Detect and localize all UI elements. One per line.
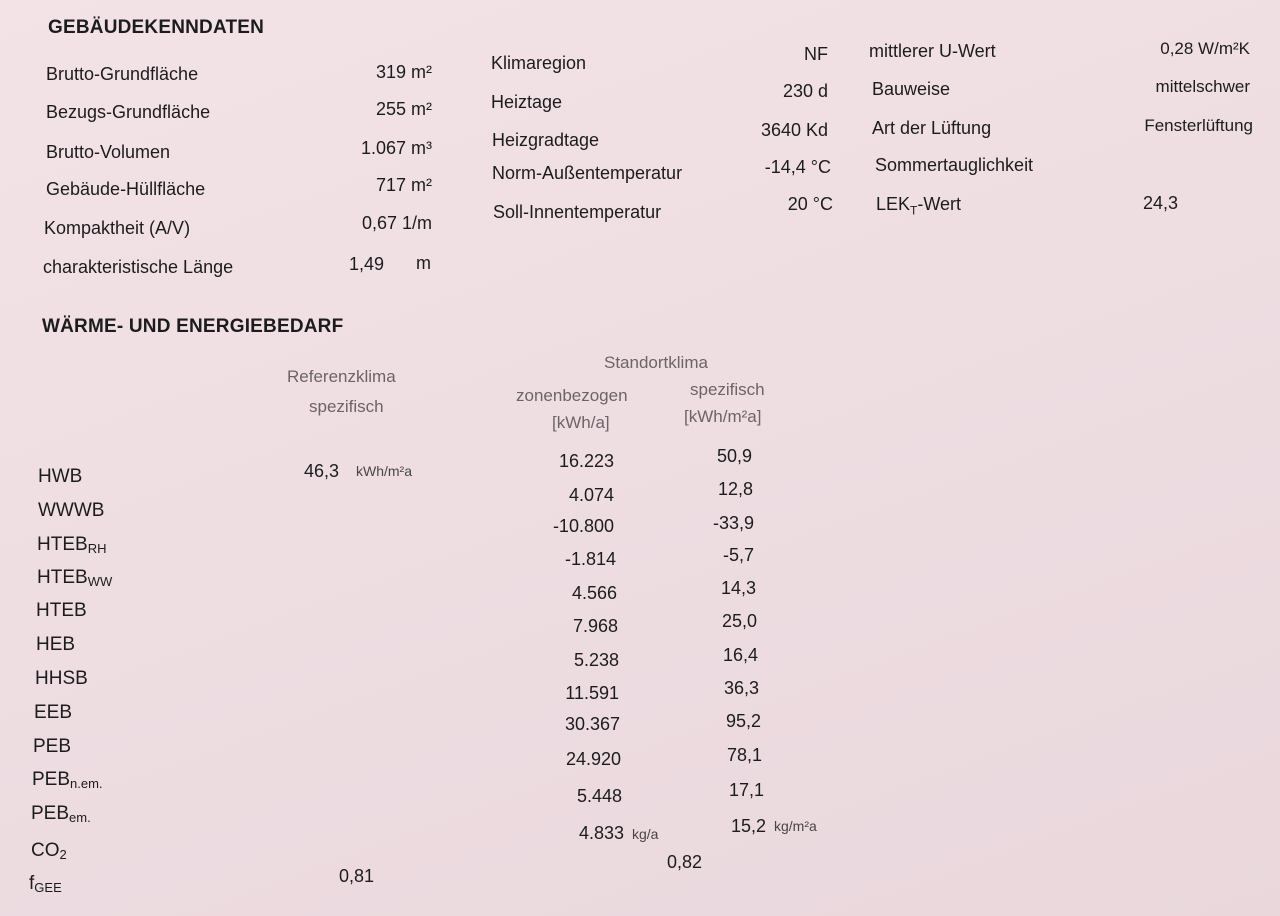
label-bezugs-grundflaeche: Bezugs-Grundfläche (46, 102, 211, 122)
spez-wwwb: 12,8 (717, 479, 753, 499)
zone-wwwb: 4.074 (568, 485, 614, 505)
row-label-peb-em: $PEB_{em.}$ (31, 803, 91, 825)
row-label-hteb-rh: $HTEB_{RH}$ (37, 534, 107, 556)
value-gebaeude-huellflaeche: 717 m² (375, 175, 432, 195)
label-heiztage: Heiztage (491, 92, 563, 112)
zone-hhsb: 5.238 (573, 650, 619, 670)
row-label-hwb: HWB (38, 466, 83, 487)
spez-hhsb: 16,4 (722, 645, 758, 665)
row-label-hhsb: HHSB (35, 668, 88, 689)
lek-sub: T (910, 203, 918, 218)
row-label-hteb-ww: $HTEB_{WW}$ (37, 567, 113, 589)
header-zone-unit: [kWh/a] (552, 413, 610, 432)
spez-peb-em: 17,1 (728, 780, 764, 800)
label-gebaeude-huellflaeche: Gebäude-Hüllfläche (46, 179, 206, 199)
value-heizgradtage: 3640 Kd (760, 120, 828, 140)
label-brutto-volumen: Brutto-Volumen (46, 142, 171, 162)
row-label-hteb: HTEB (36, 600, 87, 621)
row-label-eeb: EEB (34, 702, 73, 723)
value-brutto-volumen: 1.067 m³ (360, 138, 432, 158)
row-label-wwwb: WWWB (38, 500, 105, 521)
label-lek-wert (876, 194, 961, 218)
value-lek-wert: 24,3 (1143, 193, 1179, 213)
unit-charakteristische-laenge: m (416, 253, 431, 273)
label-brutto-grundflaeche: Brutto-Grundfläche (46, 64, 199, 84)
zone-peb-em: 5.448 (576, 786, 622, 806)
header-spezifisch: spezifisch (690, 380, 765, 399)
spez-hteb-ww: -5,7 (722, 545, 754, 565)
zone-co2-unit: kg/a (632, 826, 659, 842)
value-soll-innentemperatur: 20 °C (787, 194, 833, 214)
label-charakteristische-laenge: charakteristische Länge (43, 257, 234, 277)
value-brutto-grundflaeche: 319 m² (375, 62, 432, 82)
value-klimaregion: NF (804, 44, 828, 64)
section-title-waerme-energiebedarf: WÄRME- UND ENERGIEBEDARF (42, 316, 344, 337)
zone-hwb: 16.223 (558, 451, 614, 471)
value-bezugs-grundflaeche: 255 m² (375, 99, 432, 119)
zone-hteb-ww: -1.814 (564, 549, 616, 569)
zone-hteb-rh: -10.800 (552, 516, 614, 536)
zone-co2: 4.833 (578, 823, 624, 843)
value-norm-aussentemperatur: -14,4 °C (764, 157, 831, 177)
ref-hwb-value: 46,3 (304, 461, 340, 481)
spez-eeb: 36,3 (723, 678, 759, 698)
zone-heb: 7.968 (572, 616, 618, 636)
spez-hwb: 50,9 (716, 446, 752, 466)
value-art-der-lueftung: Fensterlüftung (1144, 116, 1253, 135)
row-label-peb: PEB (33, 736, 72, 757)
value-bauweise: mittelschwer (1155, 77, 1250, 96)
spez-heb: 25,0 (721, 611, 757, 631)
label-sommertauglichkeit: Sommertauglichkeit (875, 155, 1034, 175)
zone-peb: 30.367 (564, 714, 620, 734)
header-referenzklima: Referenzklima (287, 367, 396, 386)
section-title-gebaeudekenndaten: GEBÄUDEKENNDATEN (48, 17, 265, 38)
value-mittlerer-u-wert: 0,28 W/m²K (1160, 39, 1250, 58)
lek-suffix: -Wert (917, 194, 962, 214)
zone-eeb: 11.591 (565, 683, 619, 703)
label-bauweise: Bauweise (872, 79, 951, 99)
spez-peb: 95,2 (725, 711, 761, 731)
spez-hteb-rh: -33,9 (712, 513, 754, 533)
header-zonenbezogen: zonenbezogen (516, 386, 628, 405)
label-soll-innentemperatur: Soll-Innentemperatur (493, 202, 662, 222)
row-label-co2: $CO_2$ (31, 840, 67, 862)
label-klimaregion: Klimaregion (491, 53, 587, 73)
row-label-heb: HEB (36, 634, 76, 655)
value-charakteristische-laenge: 1,49 (349, 254, 385, 274)
value-kompaktheit: 0,67 1/m (361, 213, 432, 233)
spez-hteb: 14,3 (720, 578, 756, 598)
label-mittlerer-u-wert: mittlerer U-Wert (869, 41, 996, 61)
label-heizgradtage: Heizgradtage (492, 130, 600, 150)
row-label-peb-n-em: $PEB_{n.em.}$ (32, 769, 103, 791)
header-standortklima: Standortklima (604, 353, 708, 372)
value-heiztage: 230 d (782, 81, 828, 101)
spez-co2-unit: kg/m²a (774, 818, 817, 834)
header-ref-spezifisch: spezifisch (309, 397, 384, 416)
ref-hwb-unit: kWh/m²a (356, 463, 412, 479)
label-art-der-lueftung: Art der Lüftung (872, 118, 992, 138)
fgee-standort: 0,82 (667, 852, 703, 872)
fgee-ref: 0,81 (339, 866, 375, 886)
row-label-fgee: $f_{GEE}$ (29, 873, 62, 895)
zone-hteb: 4.566 (571, 583, 617, 603)
header-spez-unit: [kWh/m²a] (684, 407, 762, 426)
label-norm-aussentemperatur: Norm-Außentemperatur (492, 163, 683, 183)
spez-co2: 15,2 (730, 816, 766, 836)
spez-peb-n-em: 78,1 (726, 745, 762, 765)
zone-peb-n-em: 24.920 (565, 749, 621, 769)
label-kompaktheit: Kompaktheit (A/V) (44, 218, 191, 238)
lek-main: LEK (876, 194, 911, 214)
